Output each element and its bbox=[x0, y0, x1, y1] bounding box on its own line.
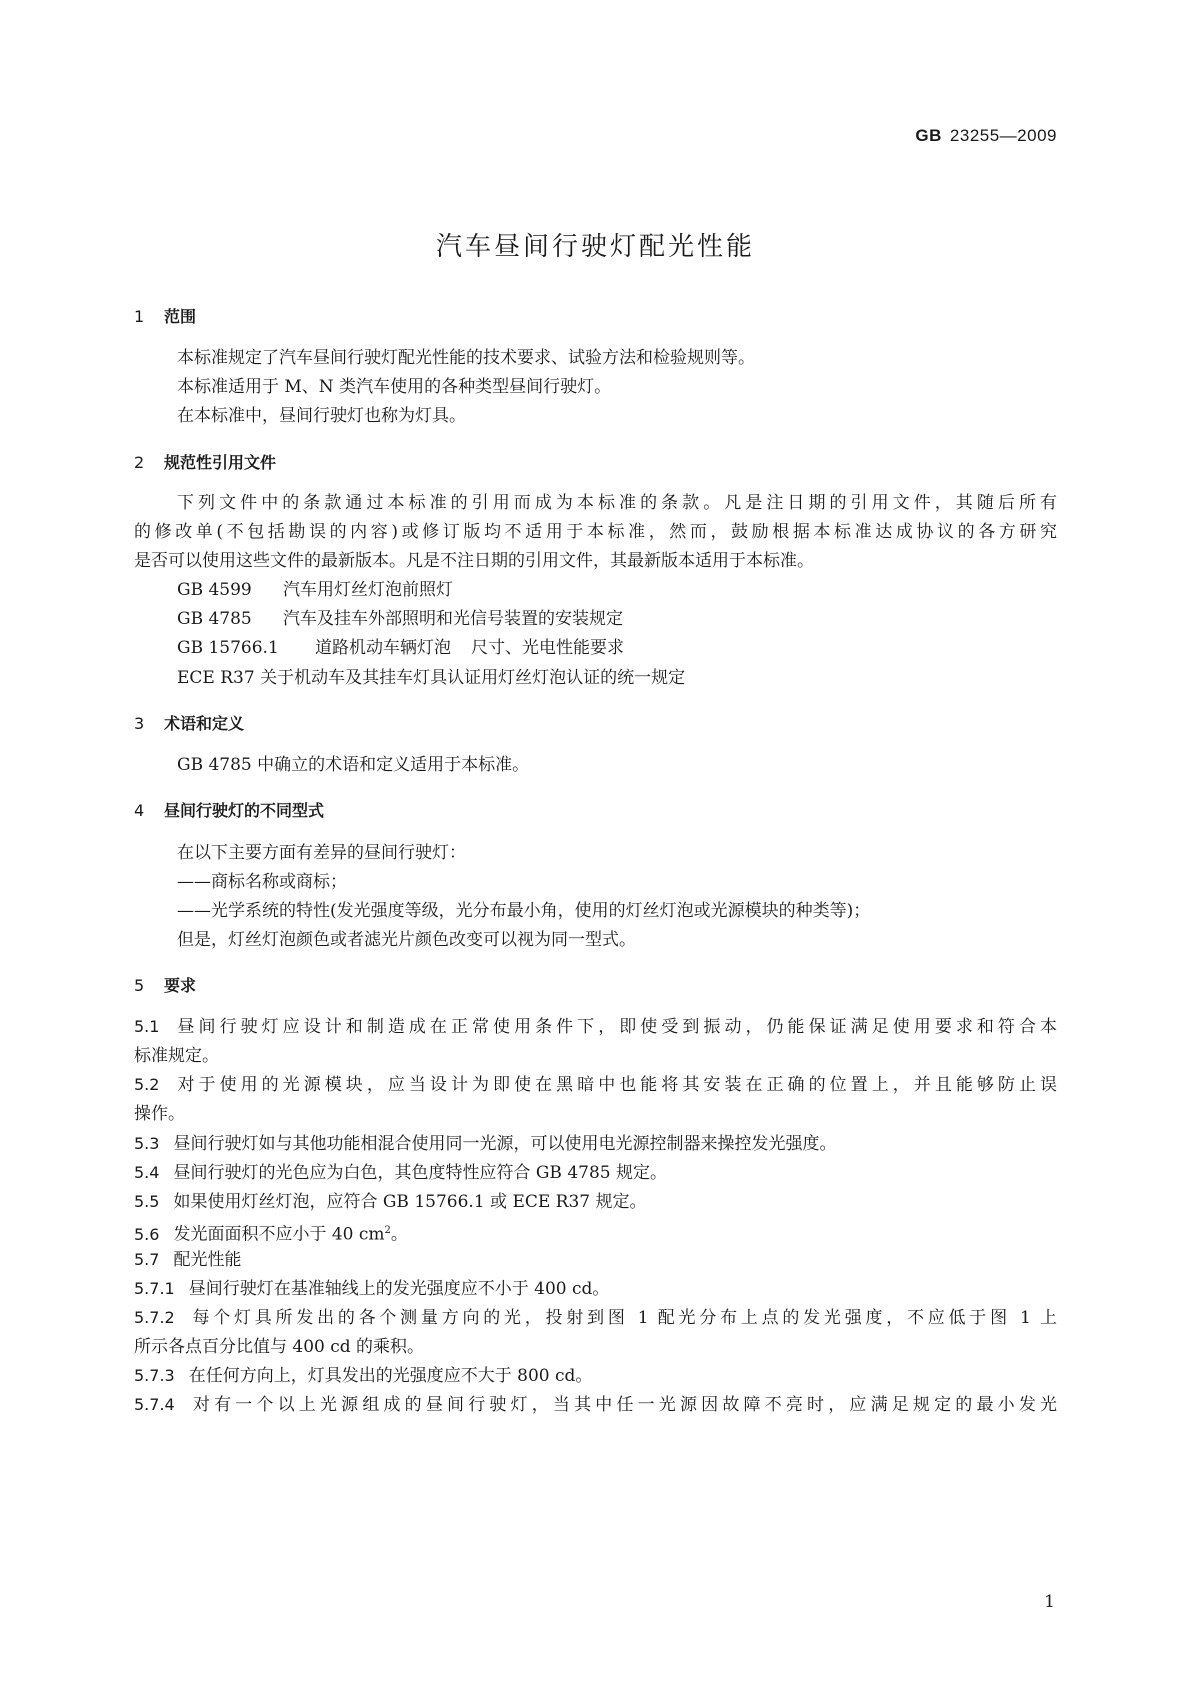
clause-5-6: 5.6 发光面面积不应小于 40 $cm^2$。 bbox=[134, 1224, 408, 1245]
page-number: 1 bbox=[1044, 1592, 1055, 1612]
clause-5-2: 5.2 对于使用的光源模块，应当设计为即使在黑暗中也能将其安装在正确的位置上，并且能够防止误 bbox=[134, 1075, 1057, 1095]
section-4-heading: 4 昼间行驶灯的不同型式 bbox=[134, 801, 325, 820]
standard-code: GB 23255—2009 bbox=[915, 126, 1057, 145]
clause-5-7-1: 5.7.1 昼间行驶灯在基准轴线上的发光强度应不小于 400 cd。 bbox=[134, 1279, 610, 1299]
reference-item: GB 15766.1 道路机动车辆灯泡 尺寸、光电性能要求 bbox=[177, 638, 624, 658]
section-1-heading: 1 范围 bbox=[134, 307, 197, 326]
paragraph-line: 但是，灯丝灯泡颜色或者滤光片颜色改变可以视为同一型式。 bbox=[177, 930, 636, 950]
page-title: 汽车昼间行驶灯配光性能 bbox=[435, 232, 755, 262]
clause-5-7-3: 5.7.3 在任何方向上，灯具发出的光强度应不大于 800 cd。 bbox=[134, 1366, 593, 1386]
section-3-heading: 3 术语和定义 bbox=[134, 714, 245, 733]
paragraph-line: 的修改单(不包括勘误的内容)或修订版均不适用于本标准，然而，鼓励根据本标准达成协议的各方研究 bbox=[134, 522, 1057, 542]
reference-item: GB 4599 汽车用灯丝灯泡前照灯 bbox=[177, 580, 453, 600]
clause-5-7-2: 5.7.2 每个灯具所发出的各个测量方向的光，投射到图 1 配光分布上点的发光强度，不应低于图 1 上 bbox=[134, 1308, 1057, 1328]
paragraph: 本标准规定了汽车昼间行驶灯配光性能的技术要求、试验方法和检验规则等。 bbox=[177, 348, 755, 368]
paragraph-line: 是否可以使用这些文件的最新版本。凡是不注日期的引用文件，其最新版本适用于本标准。 bbox=[134, 551, 814, 571]
clause-5-4: 5.4 昼间行驶灯的光色应为白色，其色度特性应符合 GB 4785 规定。 bbox=[134, 1163, 667, 1183]
list-item: ——商标名称或商标； bbox=[177, 872, 347, 892]
paragraph-line: 下列文件中的条款通过本标准的引用而成为本标准的条款。凡是注日期的引用文件，其随后所有 bbox=[177, 493, 1057, 513]
clause-5-5: 5.5 如果使用灯丝灯泡，应符合 GB 15766.1 或 ECE R37 规定。 bbox=[134, 1192, 647, 1212]
paragraph: 在本标准中，昼间行驶灯也称为灯具。 bbox=[177, 406, 466, 426]
paragraph-line: 在以下主要方面有差异的昼间行驶灯： bbox=[177, 843, 466, 863]
reference-item: ECE R37 关于机动车及其挂车灯具认证用灯丝灯泡认证的统一规定 bbox=[177, 668, 686, 688]
clause-5-3: 5.3 昼间行驶灯如与其他功能相混合使用同一光源，可以使用电光源控制器来操控发光强度。 bbox=[134, 1134, 837, 1154]
section-2-heading: 2 规范性引用文件 bbox=[134, 453, 277, 472]
clause-5-7-2-cont: 所示各点百分比值与 400 cd 的乘积。 bbox=[134, 1337, 425, 1357]
clause-5-1: 5.1 昼间行驶灯应设计和制造成在正常使用条件下，即使受到振动，仍能保证满足使用要求和符合本 bbox=[134, 1017, 1057, 1037]
clause-5-7: 5.7 配光性能 bbox=[134, 1250, 242, 1270]
list-item: ——光学系统的特性(发光强度等级，光分布最小角，使用的灯丝灯泡或光源模块的种类等)； bbox=[177, 901, 871, 921]
clause-5-1-cont: 标准规定。 bbox=[134, 1046, 219, 1066]
section-5-heading: 5 要求 bbox=[134, 976, 197, 995]
paragraph: GB 4785 中确立的术语和定义适用于本标准。 bbox=[177, 755, 530, 775]
clause-5-2-cont: 操作。 bbox=[134, 1104, 185, 1124]
paragraph: 本标准适用于 M、N 类汽车使用的各种类型昼间行驶灯。 bbox=[177, 377, 612, 397]
reference-item: GB 4785 汽车及挂车外部照明和光信号装置的安装规定 bbox=[177, 609, 623, 629]
clause-5-7-4: 5.7.4 对有一个以上光源组成的昼间行驶灯，当其中任一光源因故障不亮时，应满足规定的最小发光 bbox=[134, 1395, 1057, 1415]
